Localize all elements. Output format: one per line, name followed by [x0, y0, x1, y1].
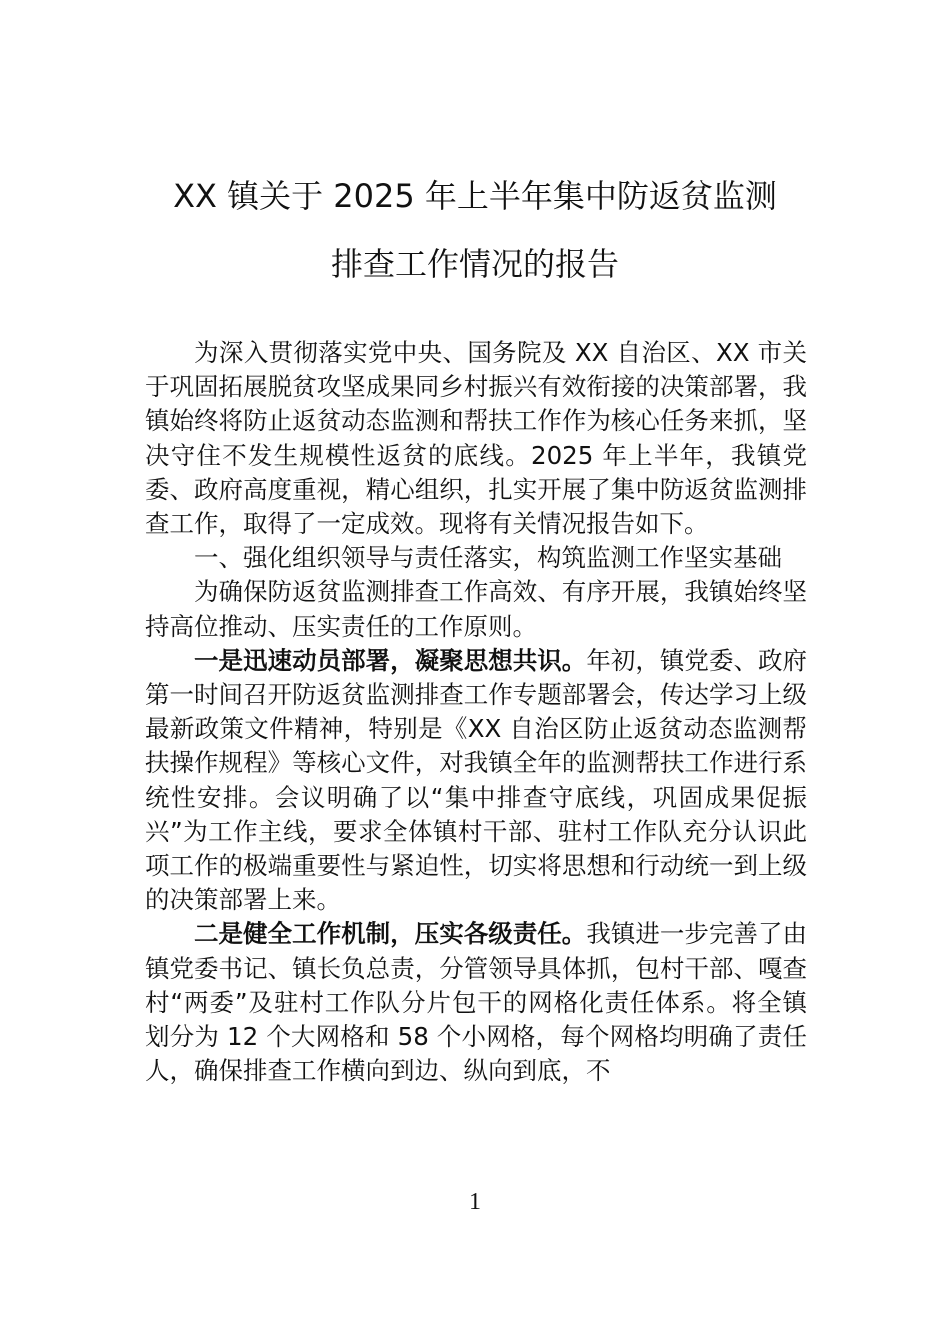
document-title-line-1: XX 镇关于 2025 年上半年集中防返贫监测 — [173, 177, 777, 215]
point-2-lead: 二是健全工作机制，压实各级责任。 — [194, 919, 587, 949]
page-number: 1 — [469, 1189, 481, 1215]
section-1-intro-paragraph: 为确保防返贫监测排查工作高效、有序开展，我镇始终坚持高位推动、压实责任的工作原则。 — [145, 577, 807, 641]
point-2-text: 我镇进一步完善了由镇党委书记、镇长负总责，分管领导具体抓，包村干部、嘎查村“两委”及驻村工作队分片包干的网格化责任体系。将全镇划分为 12 个大网格和 58 个小网格，每个网格均明确了责任人，确保排查工作横向到边、纵向到底，不 — [145, 919, 808, 1086]
section-1-heading: 一、强化组织领导与责任落实，构筑监测工作坚实基础 — [194, 543, 782, 573]
document-body — [145, 336, 807, 1088]
point-1-text: 年初，镇党委、政府第一时间召开防返贫监测排查工作专题部署会，传达学习上级最新政策文件精神，特别是《XX 自治区防止返贫动态监测帮扶操作规程》等核心文件，对我镇全年的监测帮扶工作进行系统性安排。会议明确了以“集中排查守底线，巩固成果促振兴”为工作主线，要求全体镇村干部、驻村工作队充分认识此项工作的极端重要性与紧迫性，切实将思想和行动统一到上级的决策部署上来。 — [145, 645, 808, 915]
intro-paragraph: 为深入贯彻落实党中央、国务院及 XX 自治区、XX 市关于巩固拓展脱贫攻坚成果同乡村振兴有效衔接的决策部署，我镇始终将防止返贫动态监测和帮扶工作作为核心任务来抓，坚决守住不发生规模性返贫的底线。2025 年上半年，我镇党委、政府高度重视，精心组织，扎实开展了集中防返贫监测排查工作，取得了一定成效。现将有关情况报告如下。 — [145, 338, 807, 539]
point-1-lead: 一是迅速动员部署，凝聚思想共识。 — [194, 645, 587, 675]
point-2-paragraph — [145, 917, 807, 1088]
point-1-paragraph — [145, 644, 807, 918]
document-title-line-2: 排查工作情况的报告 — [330, 245, 619, 283]
